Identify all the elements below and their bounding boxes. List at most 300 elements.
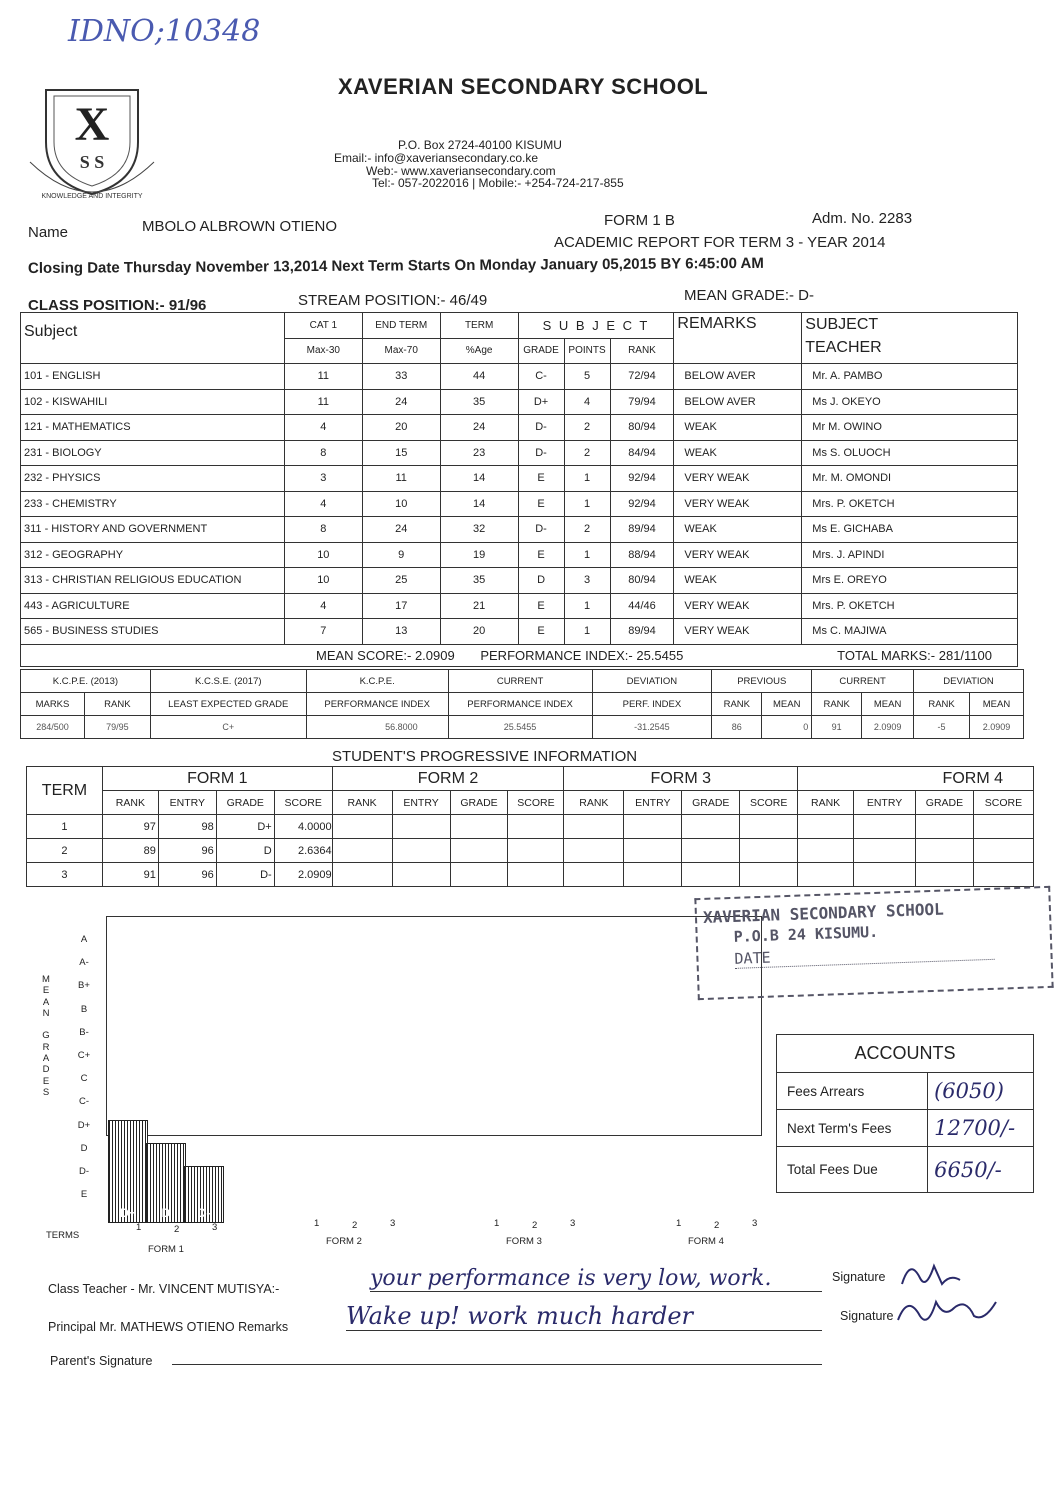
form3-header: FORM 3 xyxy=(564,767,798,791)
subject-points: 5 xyxy=(564,364,610,390)
cat-score: 11 xyxy=(284,389,362,415)
progress-empty-cell xyxy=(508,839,564,863)
ylabel-char: E xyxy=(42,985,50,997)
progress-col-score: SCORE xyxy=(973,791,1033,815)
subject-teacher: Mrs. J. APINDI xyxy=(802,542,1018,568)
progress-empty-cell xyxy=(740,839,798,863)
subject-name: 233 - CHEMISTRY xyxy=(21,491,285,517)
s-pi1: PERFORMANCE INDEX xyxy=(306,693,448,716)
principal-signature xyxy=(892,1288,1002,1337)
end-term-score: 20 xyxy=(362,415,440,441)
header-grade: GRADE xyxy=(518,338,564,364)
term-percent: 24 xyxy=(440,415,518,441)
accounts-label: Next Term's Fees xyxy=(777,1110,928,1147)
ylabel-char: A xyxy=(42,1053,50,1065)
x-tick-label: 3 xyxy=(570,1218,576,1229)
school-email: Email:- info@xaveriansecondary.co.ke xyxy=(334,151,539,165)
accounts-table xyxy=(776,1034,1034,1193)
end-term-score: 13 xyxy=(362,619,440,645)
school-tel: Tel:- 057-2022016 | Mobile:- +254-724-217-855 xyxy=(372,176,624,190)
subject-grade: D- xyxy=(518,440,564,466)
progress-col-score: SCORE xyxy=(508,791,564,815)
header-remarks: REMARKS xyxy=(674,313,802,364)
x-tick-label: 1 xyxy=(314,1218,320,1229)
progress-row xyxy=(27,863,1034,887)
subject-teacher: Ms J. OKEYO xyxy=(802,389,1018,415)
progress-empty-cell xyxy=(682,863,740,887)
svg-text:X: X xyxy=(74,98,110,151)
h-current: CURRENT xyxy=(448,670,592,693)
cat-score: 10 xyxy=(284,568,362,594)
teacher-label: Class Teacher - Mr. VINCENT MUTISYA:- xyxy=(48,1282,280,1296)
chart-xlabel: TERMS xyxy=(46,1230,80,1241)
class-position: CLASS POSITION:- 91/96 xyxy=(28,297,207,314)
subject-rank: 44/46 xyxy=(610,593,674,619)
ylabel-char xyxy=(40,1019,52,1030)
subject-points: 1 xyxy=(564,466,610,492)
x-tick-label: 3 xyxy=(752,1218,758,1229)
subjects-table xyxy=(20,312,1018,667)
subject-row xyxy=(21,364,1018,390)
x-tick-label: 2 xyxy=(532,1220,538,1231)
ylabel-char: N xyxy=(42,1007,50,1019)
term-percent: 14 xyxy=(440,491,518,517)
grade-bar-label: D- xyxy=(197,1206,211,1221)
s-rank2: RANK xyxy=(812,693,862,716)
subject-row xyxy=(21,440,1018,466)
end-term-score: 24 xyxy=(362,389,440,415)
subject-row xyxy=(21,568,1018,594)
y-tick-label: D+ xyxy=(77,1119,91,1131)
subject-name: 232 - PHYSICS xyxy=(21,466,285,492)
stream-position: STREAM POSITION:- 46/49 xyxy=(298,292,488,309)
subject-teacher: Ms S. OLUOCH xyxy=(802,440,1018,466)
subject-rank: 92/94 xyxy=(610,491,674,517)
ylabel-char: A xyxy=(42,996,50,1008)
grade-bar-label: D+ xyxy=(120,1206,136,1221)
subject-teacher: Ms C. MAJIWA xyxy=(802,619,1018,645)
progress-empty-cell xyxy=(392,839,450,863)
subject-rank: 79/94 xyxy=(610,389,674,415)
subject-teacher: Mrs. P. OKETCH xyxy=(802,491,1018,517)
x-tick-label: 1 xyxy=(136,1222,142,1233)
progress-empty-cell xyxy=(915,863,973,887)
accounts-title: ACCOUNTS xyxy=(777,1035,1034,1073)
x-tick-label: 3 xyxy=(212,1222,218,1233)
subject-remarks: VERY WEAK xyxy=(674,542,802,568)
progress-empty-cell xyxy=(915,839,973,863)
progress-term: 1 xyxy=(27,815,103,839)
v-marks: 284/500 xyxy=(21,716,85,739)
principal-label: Principal Mr. MATHEWS OTIENO Remarks xyxy=(48,1320,289,1334)
subject-grade: D xyxy=(518,568,564,594)
end-term-score: 11 xyxy=(362,466,440,492)
accounts-value: 6650/- xyxy=(928,1147,1034,1193)
progress-empty-cell xyxy=(450,815,508,839)
x-tick-label: 2 xyxy=(714,1220,720,1231)
progress-empty-cell xyxy=(392,863,450,887)
subject-points: 1 xyxy=(564,593,610,619)
cat-score: 10 xyxy=(284,542,362,568)
term-percent: 23 xyxy=(440,440,518,466)
header-term: TERM xyxy=(440,313,518,339)
y-tick-label: C xyxy=(80,1073,88,1085)
progress-col-entry: ENTRY xyxy=(392,791,450,815)
term-percent: 14 xyxy=(440,466,518,492)
x-group-label: FORM 3 xyxy=(506,1236,542,1247)
end-term-score: 17 xyxy=(362,593,440,619)
subject-remarks: BELOW AVER xyxy=(674,389,802,415)
header-teacher xyxy=(802,313,1018,364)
subject-points: 2 xyxy=(564,415,610,441)
h-kcse2017: K.C.S.E. (2017) xyxy=(150,670,306,693)
subject-teacher: Mr. M. OMONDI xyxy=(802,466,1018,492)
subject-name: 565 - BUSINESS STUDIES xyxy=(21,619,285,645)
cat-score: 4 xyxy=(284,491,362,517)
progress-col-grade: GRADE xyxy=(450,791,508,815)
progress-empty-cell xyxy=(798,839,854,863)
teacher-signature-label: Signature xyxy=(832,1270,886,1284)
subject-teacher: Ms E. GICHABA xyxy=(802,517,1018,543)
progress-entry: 98 xyxy=(158,815,216,839)
progress-empty-cell xyxy=(740,863,798,887)
progress-empty-cell xyxy=(450,863,508,887)
progress-row xyxy=(27,839,1034,863)
ylabel-char: E xyxy=(42,1075,50,1087)
cat-score: 4 xyxy=(284,415,362,441)
grade-bar xyxy=(108,1120,148,1224)
teacher-remark: your performance is very low, work. xyxy=(370,1266,822,1292)
progress-empty-cell xyxy=(682,839,740,863)
progress-score: 2.0909 xyxy=(274,863,332,887)
subject-grade: C- xyxy=(518,364,564,390)
mean-score: MEAN SCORE:- 2.0909 xyxy=(316,647,455,663)
principal-remark: Wake up! work much harder xyxy=(346,1302,822,1331)
form1-header: FORM 1 xyxy=(102,767,332,791)
y-tick-label: C+ xyxy=(77,1050,91,1061)
mean-grade: MEAN GRADE:- D- xyxy=(684,287,815,304)
header-end: END TERM xyxy=(362,313,440,339)
progress-rank: 91 xyxy=(102,863,158,887)
ylabel-char: S xyxy=(42,1086,50,1098)
progress-col-rank: RANK xyxy=(564,791,624,815)
h-kcpe: K.C.P.E. xyxy=(306,670,448,693)
header-cat: CAT 1 xyxy=(284,313,362,339)
progress-entry: 96 xyxy=(158,839,216,863)
s-pi2: PERFORMANCE INDEX xyxy=(448,693,592,716)
subject-grade: E xyxy=(518,491,564,517)
x-tick-label: 2 xyxy=(352,1220,358,1231)
progress-rank: 97 xyxy=(102,815,158,839)
v-dev-rank: -5 xyxy=(914,716,970,739)
cat-score: 7 xyxy=(284,619,362,645)
cat-score: 11 xyxy=(284,364,362,390)
v-prev-mean: 0 xyxy=(762,716,812,739)
subject-row xyxy=(21,593,1018,619)
y-tick-label: D xyxy=(80,1142,88,1154)
mean-grades-chart xyxy=(22,908,764,1258)
s-mean1: MEAN xyxy=(762,693,812,716)
summary-table xyxy=(20,669,1024,739)
progress-empty-cell xyxy=(332,863,392,887)
subject-row xyxy=(21,415,1018,441)
y-tick-label: B xyxy=(80,1003,88,1015)
accounts-row xyxy=(777,1147,1034,1193)
header-teacher-line2: TEACHER xyxy=(805,339,882,356)
name-label: Name xyxy=(28,224,69,241)
header-rank: RANK xyxy=(610,338,674,364)
subject-teacher: Mr. A. PAMBO xyxy=(802,364,1018,390)
accounts-label: Fees Arrears xyxy=(777,1073,928,1110)
grade-bar xyxy=(146,1143,186,1223)
grade-bar xyxy=(184,1166,224,1223)
progress-empty-cell xyxy=(973,839,1033,863)
s-perf: PERF. INDEX xyxy=(592,693,712,716)
subject-teacher: Mr M. OWINO xyxy=(802,415,1018,441)
subject-row xyxy=(21,491,1018,517)
progress-term: 2 xyxy=(27,839,103,863)
subject-rank: 88/94 xyxy=(610,542,674,568)
subject-remarks: WEAK xyxy=(674,517,802,543)
subject-rank: 92/94 xyxy=(610,466,674,492)
progress-empty-cell xyxy=(973,815,1033,839)
header-points: POINTS xyxy=(564,338,610,364)
x-group-label: FORM 2 xyxy=(326,1236,362,1247)
subject-name: 101 - ENGLISH xyxy=(21,364,285,390)
h-current2: CURRENT xyxy=(812,670,914,693)
grade-bar-label: D xyxy=(161,1206,171,1221)
v-cur-pi: 25.5455 xyxy=(448,716,592,739)
progress-row xyxy=(27,815,1034,839)
total-marks: TOTAL MARKS:- 281/1100 xyxy=(837,647,992,663)
term-percent: 35 xyxy=(440,389,518,415)
ylabel-char: D xyxy=(42,1064,50,1076)
progress-col-grade: GRADE xyxy=(915,791,973,815)
principal-signature-label: Signature xyxy=(840,1309,894,1323)
y-tick-label: B+ xyxy=(78,980,90,992)
subject-remarks: VERY WEAK xyxy=(674,619,802,645)
v-kcpe-pi: 56.8000 xyxy=(306,716,448,739)
subject-remarks: WEAK xyxy=(674,440,802,466)
subject-row xyxy=(21,517,1018,543)
accounts-value: (6050) xyxy=(928,1073,1034,1110)
cat-score: 3 xyxy=(284,466,362,492)
end-term-score: 25 xyxy=(362,568,440,594)
ylabel-char: R xyxy=(42,1041,50,1053)
progress-empty-cell xyxy=(854,863,916,887)
v-prev-rank: 86 xyxy=(712,716,762,739)
progress-rank: 89 xyxy=(102,839,158,863)
stamp-line3: DATE xyxy=(734,941,995,969)
subject-remarks: VERY WEAK xyxy=(674,491,802,517)
progress-empty-cell xyxy=(682,815,740,839)
stamp-line1: XAVERIAN SECONDARY SCHOOL xyxy=(702,899,945,927)
school-address: P.O. Box 2724-40100 KISUMU xyxy=(398,138,562,152)
subject-points: 1 xyxy=(564,491,610,517)
header-subject: Subject xyxy=(21,313,285,364)
cat-score: 8 xyxy=(284,517,362,543)
subject-name: 443 - AGRICULTURE xyxy=(21,593,285,619)
subject-rank: 80/94 xyxy=(610,568,674,594)
progress-empty-cell xyxy=(332,839,392,863)
header-cat-max: Max-30 xyxy=(284,338,362,364)
progress-empty-cell xyxy=(973,863,1033,887)
subject-grade: D- xyxy=(518,415,564,441)
subject-rank: 80/94 xyxy=(610,415,674,441)
subject-points: 3 xyxy=(564,568,610,594)
term-percent: 35 xyxy=(440,568,518,594)
subject-row xyxy=(21,466,1018,492)
progress-empty-cell xyxy=(798,863,854,887)
chart-plot-area xyxy=(106,916,762,1136)
progress-empty-cell xyxy=(798,815,854,839)
h-kcpe2013: K.C.P.E. (2013) xyxy=(21,670,151,693)
subject-points: 1 xyxy=(564,619,610,645)
s-rank1: RANK xyxy=(712,693,762,716)
y-tick-label: E xyxy=(80,1189,88,1201)
progress-score: 4.0000 xyxy=(274,815,332,839)
student-form: FORM 1 B xyxy=(604,212,675,229)
school-name: XAVERIAN SECONDARY SCHOOL xyxy=(338,74,709,99)
progress-col-grade: GRADE xyxy=(216,791,274,815)
progress-empty-cell xyxy=(508,815,564,839)
h-deviation2: DEVIATION xyxy=(914,670,1024,693)
subject-grade: E xyxy=(518,542,564,568)
header-end-max: Max-70 xyxy=(362,338,440,364)
subject-row xyxy=(21,619,1018,645)
progress-empty-cell xyxy=(392,815,450,839)
term-percent: 21 xyxy=(440,593,518,619)
s-least: LEAST EXPECTED GRADE xyxy=(150,693,306,716)
accounts-row xyxy=(777,1073,1034,1110)
progress-term: 3 xyxy=(27,863,103,887)
svg-text:S S: S S xyxy=(79,152,105,172)
progress-grade: D+ xyxy=(216,815,274,839)
subject-remarks: VERY WEAK xyxy=(674,466,802,492)
v-least: C+ xyxy=(150,716,306,739)
progress-empty-cell xyxy=(624,815,682,839)
x-group-label: FORM 1 xyxy=(148,1244,184,1255)
progress-empty-cell xyxy=(564,839,624,863)
subject-remarks: WEAK xyxy=(674,568,802,594)
ylabel-char: M xyxy=(42,974,50,985)
end-term-score: 15 xyxy=(362,440,440,466)
subject-points: 2 xyxy=(564,440,610,466)
subject-rank: 89/94 xyxy=(610,619,674,645)
x-group-label: FORM 4 xyxy=(688,1236,724,1247)
term-percent: 32 xyxy=(440,517,518,543)
subject-name: 121 - MATHEMATICS xyxy=(21,415,285,441)
header-subject-group: S U B J E C T xyxy=(518,313,674,339)
closing-info: Closing Date Thursday November 13,2014 Next Term Starts On Monday January 05,2015 BY 6:45:00 AM xyxy=(27,254,764,277)
school-web: Web:- www.xaveriansecondary.com xyxy=(366,164,556,178)
progress-col-grade: GRADE xyxy=(682,791,740,815)
progress-col-entry: ENTRY xyxy=(158,791,216,815)
v-dev: -31.2545 xyxy=(592,716,712,739)
accounts-row xyxy=(777,1110,1034,1147)
progress-col-score: SCORE xyxy=(274,791,332,815)
accounts-value: 12700/- xyxy=(928,1110,1034,1147)
y-tick-label: B- xyxy=(79,1026,89,1038)
subject-grade: E xyxy=(518,593,564,619)
school-stamp xyxy=(694,886,1053,1000)
progress-empty-cell xyxy=(450,839,508,863)
parent-signature-line xyxy=(172,1364,822,1365)
end-term-score: 33 xyxy=(362,364,440,390)
subject-name: 102 - KISWAHILI xyxy=(21,389,285,415)
progress-col-rank: RANK xyxy=(332,791,392,815)
chart-ylabel xyxy=(40,974,52,1098)
s-mean3: MEAN xyxy=(970,693,1024,716)
term-percent: 19 xyxy=(440,542,518,568)
s-rank3: RANK xyxy=(914,693,970,716)
totals-row xyxy=(21,644,1018,666)
progress-empty-cell xyxy=(740,815,798,839)
progress-table xyxy=(26,766,1034,887)
subject-grade: E xyxy=(518,466,564,492)
progress-col-entry: ENTRY xyxy=(624,791,682,815)
header-term-pct: %Age xyxy=(440,338,518,364)
ylabel-char: G xyxy=(42,1030,50,1042)
subject-teacher: Mrs. P. OKETCH xyxy=(802,593,1018,619)
accounts-label: Total Fees Due xyxy=(777,1147,928,1193)
progress-empty-cell xyxy=(854,815,916,839)
svg-text:KNOWLEDGE AND INTEGRITY: KNOWLEDGE AND INTEGRITY xyxy=(41,193,143,200)
subject-remarks: BELOW AVER xyxy=(674,364,802,390)
cat-score: 4 xyxy=(284,593,362,619)
v-dev-mean: 2.0909 xyxy=(970,716,1024,739)
progress-empty-cell xyxy=(915,815,973,839)
x-tick-label: 1 xyxy=(494,1218,500,1229)
header-teacher-line1: SUBJECT xyxy=(805,316,879,333)
term-percent: 44 xyxy=(440,364,518,390)
progress-col-score: SCORE xyxy=(740,791,798,815)
subject-name: 313 - CHRISTIAN RELIGIOUS EDUCATION xyxy=(21,568,285,594)
student-name: MBOLO ALBROWN OTIENO xyxy=(142,218,338,235)
subject-grade: E xyxy=(518,619,564,645)
progress-title: STUDENT'S PROGRESSIVE INFORMATION xyxy=(332,748,638,765)
school-logo xyxy=(26,82,158,200)
s-rank: RANK xyxy=(84,693,150,716)
progress-entry: 96 xyxy=(158,863,216,887)
term-percent: 20 xyxy=(440,619,518,645)
progress-empty-cell xyxy=(332,815,392,839)
form2-header: FORM 2 xyxy=(332,767,564,791)
v-cur-rank: 91 xyxy=(812,716,862,739)
admission-number: Adm. No. 2283 xyxy=(812,210,913,227)
subject-remarks: VERY WEAK xyxy=(674,593,802,619)
v-cur-mean: 2.0909 xyxy=(862,716,914,739)
x-tick-label: 2 xyxy=(174,1224,180,1235)
subject-points: 1 xyxy=(564,542,610,568)
y-tick-label: D- xyxy=(78,1166,90,1177)
end-term-score: 9 xyxy=(362,542,440,568)
progress-empty-cell xyxy=(564,863,624,887)
subject-points: 4 xyxy=(564,389,610,415)
subject-rank: 89/94 xyxy=(610,517,674,543)
progress-term-header: TERM xyxy=(27,767,103,815)
subject-rank: 84/94 xyxy=(610,440,674,466)
v-rank: 79/95 xyxy=(84,716,150,739)
y-tick-label: C- xyxy=(78,1096,90,1108)
progress-empty-cell xyxy=(564,815,624,839)
progress-empty-cell xyxy=(854,839,916,863)
subject-name: 231 - BIOLOGY xyxy=(21,440,285,466)
subject-row xyxy=(21,389,1018,415)
end-term-score: 10 xyxy=(362,491,440,517)
report-title: ACADEMIC REPORT FOR TERM 3 - YEAR 2014 xyxy=(554,234,886,251)
progress-empty-cell xyxy=(624,839,682,863)
